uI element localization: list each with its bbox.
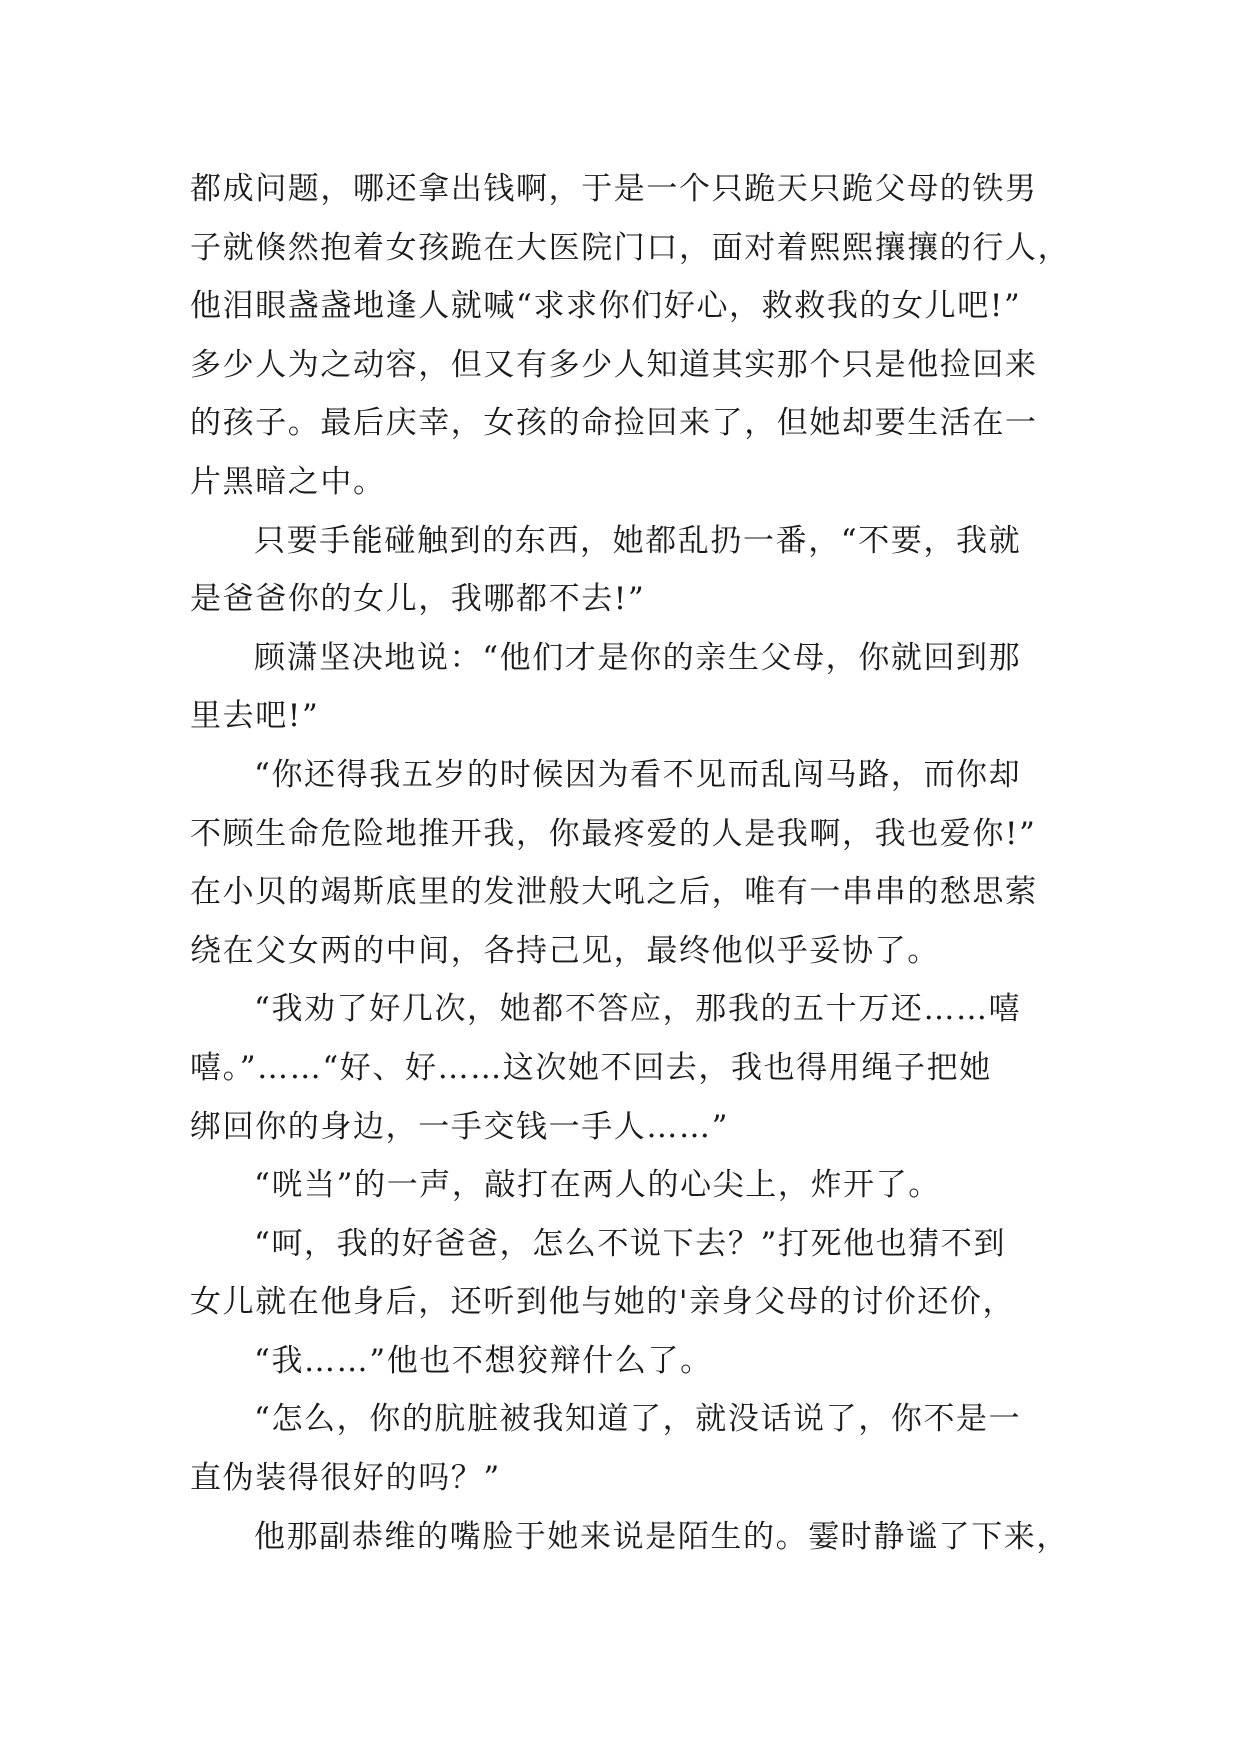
text-line: 他那副恭维的嘴脸于她来说是陌生的。霎时静谧了下来，	[254, 1518, 1069, 1555]
text-line: 都成问题，哪还拿出钱啊，于是一个只跪天只跪父母的铁男	[190, 171, 1038, 207]
text-line: 他泪眼盏盏地逢人就喊“求求你们好心，救救我的女儿吧!”	[190, 288, 1022, 325]
text-line: 子就倏然抱着女孩跪在大医院门口，面对着熙熙攘攘的行人，	[190, 229, 1071, 266]
text-line: 的孩子。最后庆幸，女孩的命捡回来了，但她却要生活在一	[190, 405, 1038, 442]
body-text	[190, 160, 1090, 1566]
text-line: “呵，我的好爸爸，怎么不说下去？”打死他也猜不到	[254, 1225, 1007, 1262]
text-line: 直伪装得很好的吗？”	[190, 1460, 501, 1497]
text-line: “我劝了好几次，她都不答应，那我的五十万还……嘻	[254, 991, 1022, 1028]
text-line: 在小贝的竭斯底里的发泄般大吼之后，唯有一串串的愁思萦	[190, 874, 1038, 911]
text-line: 多少人为之动容，但又有多少人知道其实那个只是他捡回来	[190, 346, 1038, 383]
text-line: 只要手能碰触到的东西，她都乱扔一番，“不要，我就	[254, 522, 1022, 559]
text-line: 里去吧!”	[190, 698, 320, 735]
text-line: 嘻。”……“好、好……这次她不回去，我也得用绳子把她	[190, 1049, 992, 1086]
text-line: 片黑暗之中。	[190, 463, 386, 500]
text-line: “怎么，你的肮脏被我知道了，就没话说了，你不是一	[254, 1401, 1022, 1438]
text-line: “我……”他也不想狡辩什么了。	[254, 1342, 713, 1379]
text-line: 绑回你的身边，一手交钱一手人……”	[190, 1108, 730, 1145]
text-line: 是爸爸你的女儿，我哪都不去!”	[190, 581, 646, 618]
text-line: 绕在父女两的中间，各持己见，最终他似乎妥协了。	[190, 932, 940, 969]
text-line: 顾潇坚决地说：“他们才是你的亲生父母，你就回到那	[254, 639, 1022, 676]
text-line: “咣当”的一声，敲打在两人的心尖上，炸开了。	[254, 1167, 941, 1204]
text-line: 不顾生命危险地推开我，你最疼爱的人是我啊，我也爱你!”	[190, 815, 1037, 852]
text-line: “你还得我五岁的时候因为看不见而乱闯马路，而你却	[254, 756, 1022, 793]
text-line: 女儿就在他身后，还听到他与她的'亲身父母的讨价还价，	[190, 1284, 1016, 1321]
